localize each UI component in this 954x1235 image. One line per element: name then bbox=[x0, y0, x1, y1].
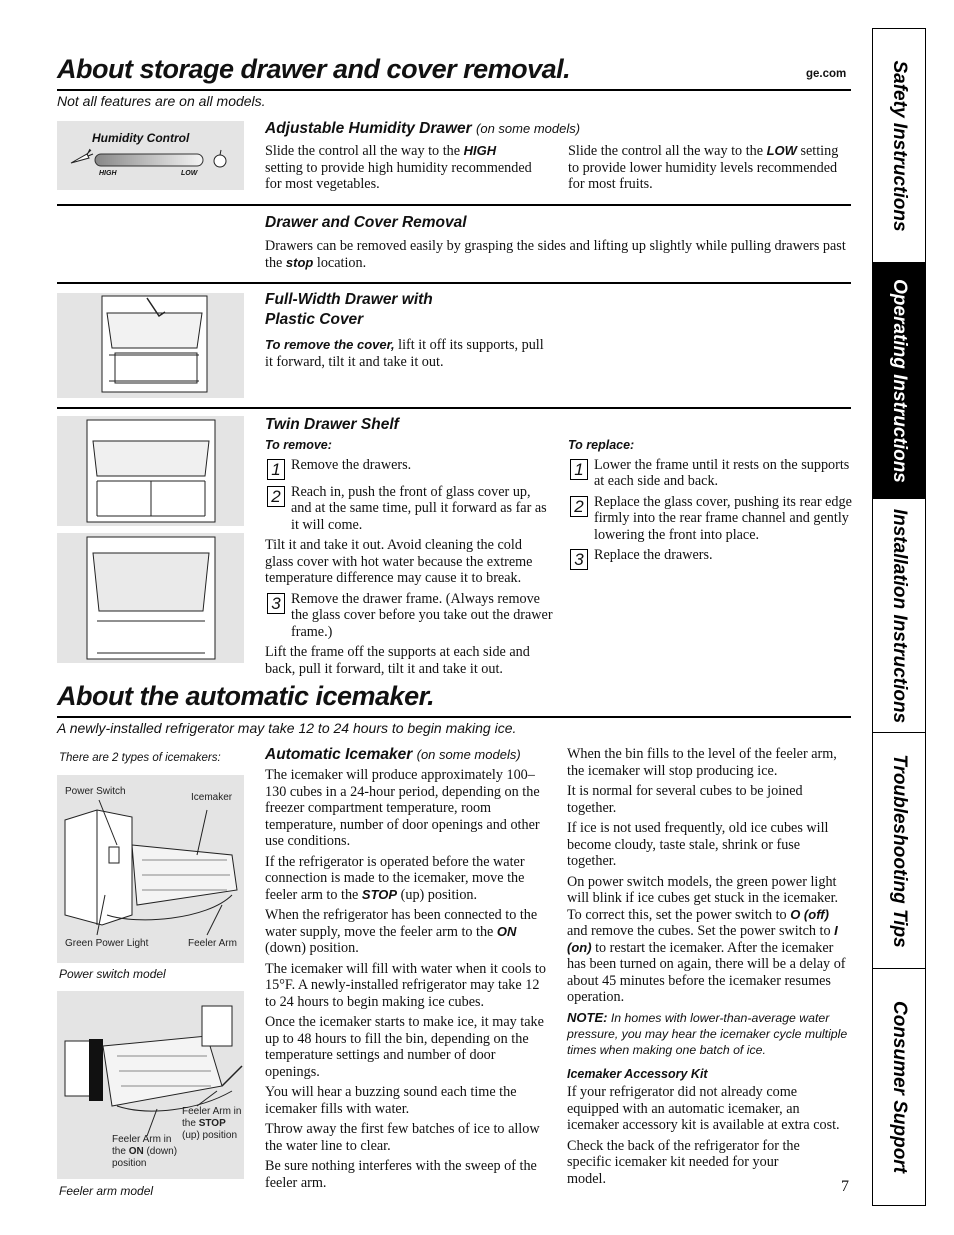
green-light-label: Green Power Light bbox=[65, 938, 149, 949]
icemaker-right-column: When the bin fills to the level of the feeler arm, the icemaker will stop producing ice. It is normal for several cubes to be joined together. If ice is not used frequently, old ice cubes will become cloudy, taste stale, shrink or fuse together. On power switch models, the green power light will blink if ice cubes get stuck in the icemaker. To correct this, set the power switch to O (off) and remove the cubes. Set the power switch to I (on) to restart the icemaker. After the icemaker has been turned on again, there will be a delay of about 45 minutes before the icemaker resumes operation. NOTE: In homes with lower-than-average water pressure, you may hear the icemaker cycle multiple times when making one batch of ice. Icemaker Accessory Kit If your refrigerator did not already come equipped with an automatic icemaker, an icemaker accessory kit is available at extra cost. Check the back of the refrigerator for the specific icemaker kit needed for your model. bbox=[567, 746, 848, 1187]
fullwidth-title: Full-Width Drawer with Plastic Cover bbox=[265, 291, 433, 328]
tab-safety-instructions[interactable]: Safety Instructions bbox=[872, 28, 926, 263]
icemaker-label: Icemaker bbox=[191, 792, 233, 803]
humidity-right-text: Slide the control all the way to the LOW setting to provide lower humidity levels recommended for most fruits. bbox=[568, 143, 839, 192]
humidity-left-text: Slide the control all the way to the HIGH setting to provide high humidity recommended for most vegetables. bbox=[265, 143, 532, 192]
icemaker-rule bbox=[57, 716, 851, 718]
feeler-on-label: Feeler Arm in the ON (down) position bbox=[112, 1134, 178, 1169]
remove-step-1: 1 Remove the drawers. bbox=[265, 457, 553, 480]
tab-consumer-support[interactable]: Consumer Support bbox=[872, 968, 926, 1206]
fullwidth-text: To remove the cover, lift it off its supports, pull it forward, tilt it and take it out. bbox=[265, 337, 544, 370]
page-subtitle: Not all features are on all models. bbox=[57, 93, 266, 109]
removal-title: Drawer and Cover Removal bbox=[265, 214, 467, 231]
humidity-low-label: LOW bbox=[181, 170, 198, 177]
power-switch-model-image bbox=[57, 775, 244, 963]
auto-icemaker-title: Automatic Icemaker (on some models) bbox=[265, 746, 521, 763]
feeler-arm-model-image bbox=[57, 991, 244, 1179]
section-rule bbox=[57, 407, 851, 409]
page-number: 7 bbox=[841, 1178, 849, 1195]
twin-title: Twin Drawer Shelf bbox=[265, 416, 399, 433]
removal-text: Drawers can be removed easily by grasping the sides and lifting up slightly while pulling drawers past the stop location. bbox=[265, 238, 846, 271]
replace-heading: To replace: bbox=[568, 438, 635, 452]
humidity-high-label: HIGH bbox=[99, 170, 117, 177]
icemaker-subtitle: A newly-installed refrigerator may take 12 to 24 hours to begin making ice. bbox=[57, 720, 517, 736]
twin-drawer-image-2 bbox=[57, 533, 244, 663]
humidity-control-image bbox=[57, 121, 244, 190]
tab-operating-instructions[interactable]: Operating Instructions bbox=[872, 262, 926, 499]
full-width-drawer-image bbox=[57, 293, 244, 398]
feeler-stop-label: Feeler Arm in the STOP (up) position bbox=[182, 1106, 242, 1141]
twin-remove-column bbox=[265, 437, 553, 681]
humidity-image-title: Humidity Control bbox=[92, 131, 190, 145]
humidity-slider-illustration bbox=[57, 121, 244, 190]
kit-title: Icemaker Accessory Kit bbox=[567, 1066, 708, 1081]
tab-troubleshooting-tips[interactable]: Troubleshooting Tips bbox=[872, 732, 926, 969]
feeler-arm-caption: Feeler arm model bbox=[59, 1184, 154, 1198]
section-rule bbox=[57, 204, 851, 206]
remove-step-2: 2 Reach in, push the front of glass cover up, and at the same time, pull it forward as far as it will come. bbox=[265, 484, 553, 534]
title-rule bbox=[57, 89, 851, 91]
site-link[interactable]: ge.com bbox=[806, 68, 847, 80]
remove-tilt-text: Tilt it and take it out. Avoid cleaning the cold glass cover with hot water because the extreme temperature difference may cause it to break. bbox=[265, 537, 533, 586]
feeler-arm-label: Feeler Arm bbox=[188, 938, 237, 949]
remove-end-text: Lift the frame off the supports at each side and back, pull it forward, tilt it and take it out. bbox=[265, 644, 530, 677]
tab-installation-instructions[interactable]: Installation Instructions bbox=[872, 498, 926, 733]
replace-step-3: 3 Replace the drawers. bbox=[568, 547, 852, 570]
replace-step-2: 2 Replace the glass cover, pushing its rear edge firmly into the rear frame channel and gently lowering the front into place. bbox=[568, 494, 852, 544]
icemaker-middle-column: The icemaker will produce approximately 100–130 cubes in a 24-hour period, depending on the freezer compartment temperature, room temperature, number of door openings and other use conditions. If the refrigerator is operated before the water connection is made to the icemaker, move the feeler arm to the STOP (up) position. When the refrigerator has been connected to the water supply, move the feeler arm to the ON (down) position. The icemaker will fill with water when it cools to 15°F. A newly-installed refrigerator may take 12 to 24 hours to begin making ice cubes. Once the icemaker starts to make ice, it may take up to 48 hours to fill the bin, depending on the temperature settings and number of door openings. You will hear a buzzing sound each time the icemaker fills with water. Throw away the first few batches of ice to allow the water line to clear. Be sure nothing interferes with the sweep of the feeler arm. bbox=[265, 767, 546, 1191]
replace-step-1: 1 Lower the frame until it rests on the supports at each side and back. bbox=[568, 457, 852, 490]
drawer-illustration bbox=[57, 293, 244, 398]
humidity-title: Adjustable Humidity Drawer (on some models) bbox=[265, 120, 581, 137]
remove-step-3: 3 Remove the drawer frame. (Always remove the glass cover before you take out the drawer frame.) bbox=[265, 591, 553, 641]
remove-heading: To remove: bbox=[265, 438, 332, 452]
page-title: About storage drawer and cover removal. bbox=[57, 54, 571, 84]
section-rule bbox=[57, 282, 851, 284]
power-switch-label: Power Switch bbox=[65, 786, 126, 797]
twin-replace-column bbox=[568, 437, 852, 574]
power-switch-caption: Power switch model bbox=[59, 967, 166, 981]
twin-drawer-image-1 bbox=[57, 416, 244, 526]
types-note: There are 2 types of icemakers: bbox=[59, 752, 221, 764]
icemaker-title: About the automatic icemaker. bbox=[57, 681, 435, 711]
